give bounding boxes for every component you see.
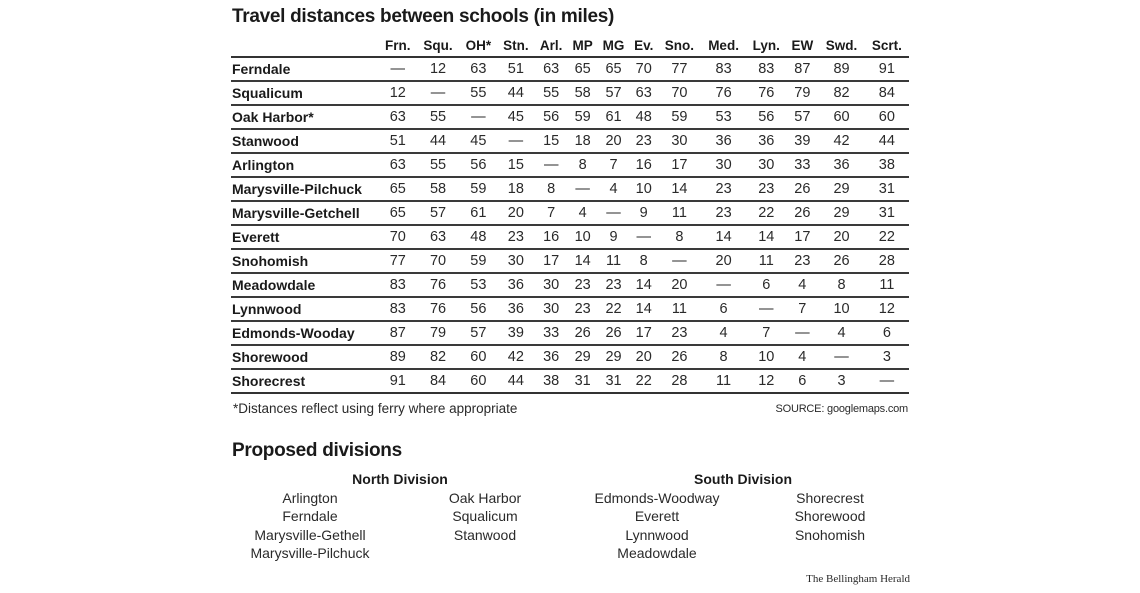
distance-cell: 48: [630, 105, 658, 129]
distance-cell: 83: [379, 273, 417, 297]
distance-cell: 70: [658, 81, 701, 105]
distance-cell: —: [786, 321, 818, 345]
distance-cell: 8: [568, 153, 598, 177]
distance-cell: 17: [630, 321, 658, 345]
distance-cell: 44: [417, 129, 460, 153]
division-school: Stanwood: [453, 526, 517, 543]
distance-cell: 38: [535, 369, 568, 393]
column-header: Frn.: [379, 34, 417, 57]
distance-cell: 20: [630, 345, 658, 369]
distance-cell: 65: [379, 201, 417, 225]
distance-cell: 23: [786, 249, 818, 273]
distance-cell: 84: [417, 369, 460, 393]
column-header: Med.: [701, 34, 746, 57]
south-division-col1: [572, 489, 742, 562]
distance-cell: 4: [701, 321, 746, 345]
division-school: Edmonds-Woodway: [594, 490, 720, 506]
row-label: Stanwood: [231, 129, 379, 153]
distance-cell: 4: [598, 177, 630, 201]
north-division-heading: North Division: [352, 471, 448, 487]
distance-cell: 12: [865, 297, 909, 321]
distance-cell: 51: [497, 57, 535, 81]
distance-cell: 11: [598, 249, 630, 273]
distance-cell: 4: [786, 345, 818, 369]
distance-cell: 39: [497, 321, 535, 345]
distance-cell: 18: [568, 129, 598, 153]
row-label: Marysville-Getchell: [231, 201, 379, 225]
distance-cell: 26: [786, 177, 818, 201]
distance-cell: 23: [746, 177, 786, 201]
north-division-col2: [415, 489, 555, 544]
row-label: Snohomish: [231, 249, 379, 273]
distance-cell: 30: [535, 273, 568, 297]
distance-cell: 53: [701, 105, 746, 129]
distance-cell: 23: [701, 201, 746, 225]
distance-cell: 84: [865, 81, 909, 105]
table-row: [231, 201, 909, 225]
distance-cell: 10: [568, 225, 598, 249]
distance-cell: 59: [460, 177, 498, 201]
column-header: Ev.: [630, 34, 658, 57]
table-row: [231, 225, 909, 249]
distance-cell: 61: [460, 201, 498, 225]
distance-cell: 36: [497, 297, 535, 321]
distance-cell: 77: [379, 249, 417, 273]
distance-cell: 29: [568, 345, 598, 369]
distance-cell: —: [535, 153, 568, 177]
distance-cell: 29: [818, 177, 864, 201]
distance-cell: —: [658, 249, 701, 273]
row-label: Shorecrest: [231, 369, 379, 393]
distance-cell: 83: [379, 297, 417, 321]
distance-cell: 60: [818, 105, 864, 129]
division-school: Lynnwood: [625, 526, 689, 543]
row-label: Lynnwood: [231, 297, 379, 321]
distance-cell: 26: [786, 201, 818, 225]
table-row: [231, 105, 909, 129]
distance-cell: 65: [598, 57, 630, 81]
distance-cell: 26: [658, 345, 701, 369]
distance-cell: 63: [379, 153, 417, 177]
distance-cell: 14: [701, 225, 746, 249]
table-row: [231, 249, 909, 273]
column-header: Lyn.: [746, 34, 786, 57]
distance-cell: 29: [598, 345, 630, 369]
divisions-title: Proposed divisions: [232, 440, 402, 461]
distance-cell: 57: [417, 201, 460, 225]
distance-cell: 63: [630, 81, 658, 105]
distance-cell: 65: [379, 177, 417, 201]
distance-cell: 63: [379, 105, 417, 129]
publisher-credit: The Bellingham Herald: [806, 573, 910, 585]
distance-cell: 56: [535, 105, 568, 129]
division-school: Shorewood: [794, 508, 866, 525]
division-school: Marysville-Gethell: [254, 526, 366, 543]
table-row: [231, 297, 909, 321]
distance-cell: 44: [497, 369, 535, 393]
distance-cell: 7: [598, 153, 630, 177]
distance-cell: 26: [598, 321, 630, 345]
table-title: Travel distances between schools (in miles): [232, 6, 615, 27]
distance-cell: —: [598, 201, 630, 225]
distance-cell: 22: [598, 297, 630, 321]
distance-cell: 26: [818, 249, 864, 273]
distance-cell: 30: [746, 153, 786, 177]
distance-cell: 23: [701, 177, 746, 201]
source-credit: SOURCE: googlemaps.com: [775, 403, 908, 415]
distance-cell: 8: [658, 225, 701, 249]
distance-cell: 70: [379, 225, 417, 249]
table-row: [231, 369, 909, 393]
column-header: Scrt.: [865, 34, 909, 57]
distance-cell: 42: [818, 129, 864, 153]
column-header: Sno.: [658, 34, 701, 57]
distance-cell: 23: [568, 297, 598, 321]
distance-cell: 4: [786, 273, 818, 297]
distance-cell: 17: [535, 249, 568, 273]
distance-cell: 6: [746, 273, 786, 297]
distance-cell: 51: [379, 129, 417, 153]
distance-cell: 7: [786, 297, 818, 321]
distance-cell: 91: [865, 57, 909, 81]
footnote: *Distances reflect using ferry where appropriate: [233, 401, 518, 416]
south-division-col2: [760, 489, 900, 544]
distance-cell: 76: [746, 81, 786, 105]
distance-cell: 76: [417, 297, 460, 321]
distance-cell: 17: [658, 153, 701, 177]
distance-cell: 76: [701, 81, 746, 105]
distance-cell: 20: [818, 225, 864, 249]
distance-cell: 48: [460, 225, 498, 249]
distance-cell: 87: [786, 57, 818, 81]
distance-cell: —: [818, 345, 864, 369]
distance-cell: 58: [568, 81, 598, 105]
distance-cell: 45: [497, 105, 535, 129]
distance-cell: 89: [379, 345, 417, 369]
distance-cell: 36: [818, 153, 864, 177]
distance-cell: 11: [701, 369, 746, 393]
distance-cell: 22: [746, 201, 786, 225]
distance-cell: 20: [658, 273, 701, 297]
distance-cell: 39: [786, 129, 818, 153]
distance-cell: 4: [818, 321, 864, 345]
distance-cell: 9: [630, 201, 658, 225]
distance-cell: 60: [460, 345, 498, 369]
row-label: Ferndale: [231, 57, 379, 81]
table-row: [231, 81, 909, 105]
distance-cell: 55: [417, 105, 460, 129]
distance-cell: 6: [786, 369, 818, 393]
division-school: Ferndale: [282, 508, 338, 525]
distance-cell: 11: [658, 297, 701, 321]
column-header: Squ.: [417, 34, 460, 57]
distance-cell: 70: [630, 57, 658, 81]
distance-cell: 57: [786, 105, 818, 129]
distance-cell: 3: [865, 345, 909, 369]
distance-cell: 63: [460, 57, 498, 81]
distance-cell: 55: [535, 81, 568, 105]
distance-cell: —: [630, 225, 658, 249]
division-school: Arlington: [282, 490, 338, 506]
header-row: [231, 34, 909, 57]
north-division-col1: [225, 489, 395, 562]
distance-cell: 56: [460, 153, 498, 177]
distance-cell: 16: [535, 225, 568, 249]
distance-cell: —: [746, 297, 786, 321]
distance-cell: 12: [417, 57, 460, 81]
distance-cell: 12: [746, 369, 786, 393]
table-row: [231, 273, 909, 297]
distance-cell: 8: [535, 177, 568, 201]
distance-cell: 23: [598, 273, 630, 297]
distance-cell: 28: [658, 369, 701, 393]
distance-cell: 14: [630, 273, 658, 297]
distance-cell: 82: [417, 345, 460, 369]
distance-cell: 57: [598, 81, 630, 105]
distance-cell: 63: [535, 57, 568, 81]
distance-cell: 45: [460, 129, 498, 153]
distance-cell: 8: [701, 345, 746, 369]
distance-cell: 8: [630, 249, 658, 273]
distance-cell: 31: [598, 369, 630, 393]
distance-cell: 30: [701, 153, 746, 177]
distance-cell: 11: [658, 201, 701, 225]
row-label: Shorewood: [231, 345, 379, 369]
column-header: MG: [598, 34, 630, 57]
distance-cell: 30: [658, 129, 701, 153]
distance-cell: 6: [865, 321, 909, 345]
distance-cell: 59: [460, 249, 498, 273]
distance-cell: —: [865, 369, 909, 393]
column-header: OH*: [460, 34, 498, 57]
distance-cell: 82: [818, 81, 864, 105]
distance-cell: 11: [865, 273, 909, 297]
distance-cell: 65: [568, 57, 598, 81]
distance-cell: 10: [818, 297, 864, 321]
distance-cell: 70: [417, 249, 460, 273]
distance-cell: 15: [497, 153, 535, 177]
table-body: [231, 57, 909, 393]
distance-cell: 56: [460, 297, 498, 321]
distance-cell: 91: [379, 369, 417, 393]
distance-cell: 33: [786, 153, 818, 177]
row-label: Edmonds-Wooday: [231, 321, 379, 345]
distance-cell: 36: [535, 345, 568, 369]
column-header: EW: [786, 34, 818, 57]
distance-cell: 23: [630, 129, 658, 153]
row-label: Everett: [231, 225, 379, 249]
distance-cell: —: [568, 177, 598, 201]
row-label: Arlington: [231, 153, 379, 177]
distance-cell: 7: [535, 201, 568, 225]
distance-cell: 17: [786, 225, 818, 249]
division-school: Oak Harbor: [448, 490, 522, 506]
distance-cell: 55: [460, 81, 498, 105]
column-header: Swd.: [818, 34, 864, 57]
distance-cell: 6: [701, 297, 746, 321]
distance-cell: 22: [630, 369, 658, 393]
distance-cell: 20: [598, 129, 630, 153]
distance-cell: 36: [701, 129, 746, 153]
table-row: [231, 177, 909, 201]
table-row: [231, 57, 909, 81]
column-header: MP: [568, 34, 598, 57]
division-school: Meadowdale: [617, 544, 697, 561]
distance-cell: 30: [497, 249, 535, 273]
distance-cell: 33: [535, 321, 568, 345]
distance-cell: 61: [598, 105, 630, 129]
distance-cell: 56: [746, 105, 786, 129]
division-school: Everett: [634, 508, 680, 525]
distance-cell: 89: [818, 57, 864, 81]
distance-cell: —: [379, 57, 417, 81]
distance-cell: 14: [568, 249, 598, 273]
distance-cell: 31: [865, 177, 909, 201]
distance-cell: 20: [701, 249, 746, 273]
distance-cell: 53: [460, 273, 498, 297]
distance-cell: 4: [568, 201, 598, 225]
distance-cell: 30: [535, 297, 568, 321]
distance-cell: 77: [658, 57, 701, 81]
distance-cell: 14: [746, 225, 786, 249]
distance-cell: 44: [865, 129, 909, 153]
distance-cell: 10: [746, 345, 786, 369]
distance-cell: —: [417, 81, 460, 105]
distance-table: [231, 34, 909, 394]
distance-cell: 11: [746, 249, 786, 273]
table-row: [231, 321, 909, 345]
distance-cell: 57: [460, 321, 498, 345]
corner-cell: [231, 34, 379, 57]
distance-cell: 60: [460, 369, 498, 393]
distance-cell: 44: [497, 81, 535, 105]
distance-cell: 22: [865, 225, 909, 249]
distance-cell: 36: [746, 129, 786, 153]
distance-cell: —: [497, 129, 535, 153]
distance-cell: —: [460, 105, 498, 129]
division-school: Marysville-Pilchuck: [250, 544, 370, 561]
row-label: Marysville-Pilchuck: [231, 177, 379, 201]
distance-cell: 76: [417, 273, 460, 297]
row-label: Oak Harbor*: [231, 105, 379, 129]
distance-cell: 16: [630, 153, 658, 177]
distance-cell: 79: [786, 81, 818, 105]
table-row: [231, 153, 909, 177]
distance-cell: —: [701, 273, 746, 297]
distance-cell: 15: [535, 129, 568, 153]
distance-cell: 55: [417, 153, 460, 177]
column-header: Arl.: [535, 34, 568, 57]
distance-cell: 7: [746, 321, 786, 345]
distance-cell: 60: [865, 105, 909, 129]
distance-cell: 23: [497, 225, 535, 249]
distance-cell: 38: [865, 153, 909, 177]
distance-cell: 31: [568, 369, 598, 393]
table-row: [231, 345, 909, 369]
distance-cell: 28: [865, 249, 909, 273]
distance-cell: 31: [865, 201, 909, 225]
distance-cell: 29: [818, 201, 864, 225]
distance-cell: 83: [746, 57, 786, 81]
distance-cell: 79: [417, 321, 460, 345]
distance-cell: 23: [568, 273, 598, 297]
distance-cell: 26: [568, 321, 598, 345]
column-header: Stn.: [497, 34, 535, 57]
distance-cell: 3: [818, 369, 864, 393]
row-label: Squalicum: [231, 81, 379, 105]
distance-cell: 14: [658, 177, 701, 201]
distance-cell: 58: [417, 177, 460, 201]
distance-cell: 42: [497, 345, 535, 369]
division-school: Squalicum: [452, 508, 518, 525]
distance-cell: 18: [497, 177, 535, 201]
distance-cell: 36: [497, 273, 535, 297]
distance-cell: 59: [658, 105, 701, 129]
division-school: Shorecrest: [796, 490, 864, 506]
distance-cell: 10: [630, 177, 658, 201]
distance-cell: 87: [379, 321, 417, 345]
distance-cell: 23: [658, 321, 701, 345]
south-division-heading: South Division: [694, 471, 792, 487]
distance-cell: 8: [818, 273, 864, 297]
distance-cell: 12: [379, 81, 417, 105]
distance-cell: 20: [497, 201, 535, 225]
row-label: Meadowdale: [231, 273, 379, 297]
division-school: Snohomish: [794, 526, 866, 543]
distance-cell: 63: [417, 225, 460, 249]
distance-cell: 9: [598, 225, 630, 249]
distance-cell: 59: [568, 105, 598, 129]
distance-cell: 83: [701, 57, 746, 81]
distance-cell: 14: [630, 297, 658, 321]
table-row: [231, 129, 909, 153]
